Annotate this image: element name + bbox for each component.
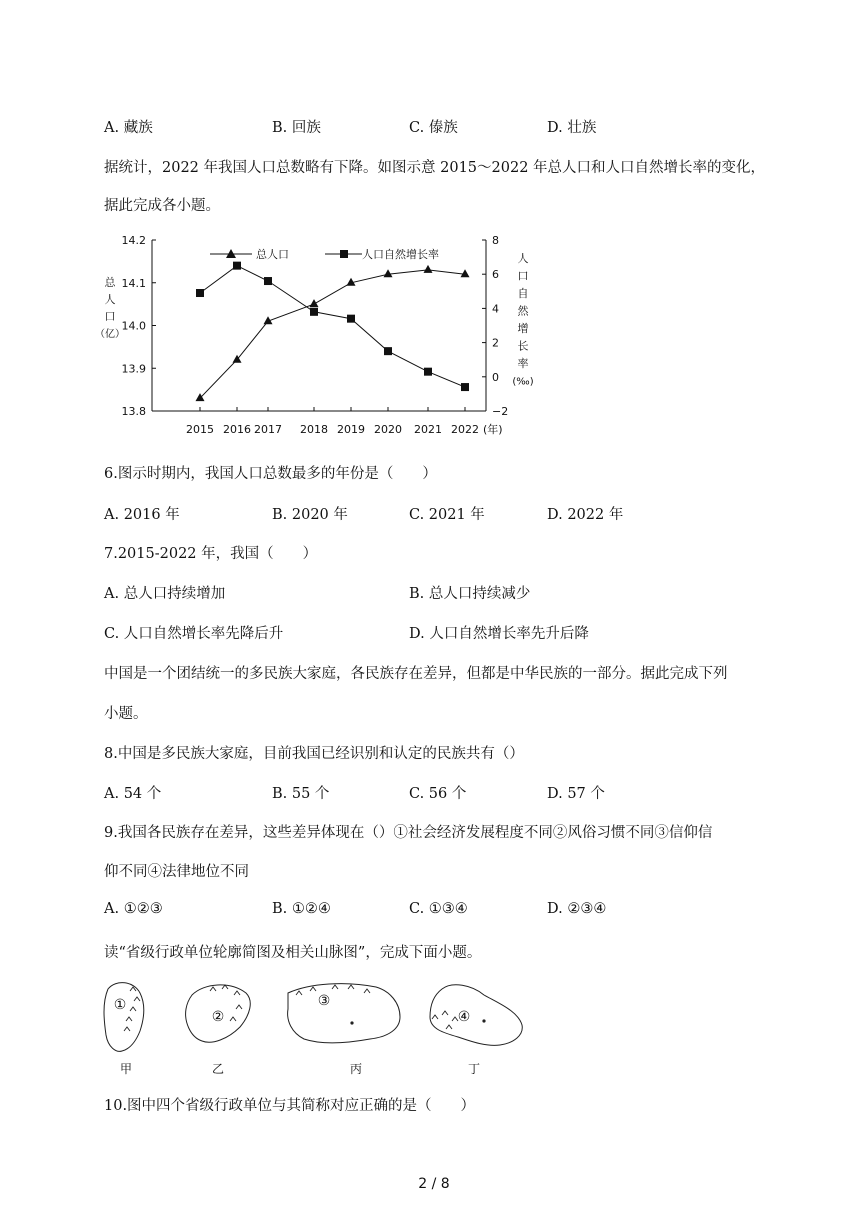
q9-option-b: B. ①②④	[272, 901, 331, 917]
population-point	[424, 265, 433, 273]
left-tick-label: 14.1	[121, 276, 146, 290]
map-label-yi: 乙	[211, 1062, 225, 1076]
q9-option-c: C. ①③④	[409, 901, 468, 917]
x-tick-label: 2019	[337, 423, 365, 436]
growth-rate-point	[424, 368, 432, 376]
right-tick-label: 2	[492, 336, 499, 350]
intro-population-line2: 据此完成各小题。	[104, 198, 220, 214]
right-tick-label: 6	[492, 268, 499, 282]
left-tick-label: 14.0	[121, 319, 146, 333]
right-tick-label: 0	[492, 370, 499, 384]
right-axis-title-char: 人	[517, 252, 529, 265]
right-tick-label: 8	[492, 234, 499, 247]
q9-option-d: D. ②③④	[547, 901, 607, 917]
q6-option-b: B. 2020 年	[272, 507, 348, 523]
q5-option-c: C. 傣族	[409, 120, 458, 136]
left-tick-label: 14.2	[121, 234, 146, 247]
left-axis-title-char: 总	[104, 276, 116, 289]
map-bing	[288, 984, 400, 1076]
q5-option-b: B. 回族	[272, 120, 321, 136]
q6-option-c: C. 2021 年	[409, 507, 485, 523]
q8-option-b: B. 55 个	[272, 786, 330, 802]
series-line-population	[200, 270, 465, 398]
map-jia	[104, 983, 144, 1076]
left-axis-title-char: 人	[104, 293, 116, 306]
intro-ethnic-line2: 小题。	[104, 706, 148, 722]
q7-option-c: C. 人口自然增长率先降后升	[104, 626, 284, 642]
map-ding	[430, 985, 522, 1076]
q6-stem: 6.图示时期内，我国人口总数最多的年份是（ ）	[104, 466, 437, 482]
right-tick-label: 4	[492, 302, 499, 316]
population-point	[461, 269, 470, 277]
x-tick-label: 2015	[186, 423, 214, 436]
chart-legend	[210, 247, 439, 261]
left-axis-title-char: 口	[104, 310, 116, 323]
q9-option-a: A. ①②③	[104, 901, 163, 917]
q8-option-c: C. 56 个	[409, 786, 467, 802]
right-tick-label: −2	[492, 405, 509, 418]
q7-stem: 7.2015-2022 年，我国（ ）	[104, 546, 318, 562]
growth-rate-point	[461, 383, 469, 391]
growth-rate-point	[384, 347, 392, 355]
q10-stem: 10.图中四个省级行政单位与其简称对应正确的是（ ）	[104, 1098, 476, 1114]
x-tick-label: 2017	[254, 423, 282, 436]
right-axis-title-char: 然	[517, 304, 529, 318]
growth-rate-point	[196, 289, 204, 297]
population-point	[384, 269, 393, 277]
right-axis-title-char: 长	[517, 339, 529, 353]
left-tick-label: 13.8	[121, 405, 146, 418]
intro-ethnic-line1: 中国是一个团结统一的多民族大家庭，各民族存在差异，但都是中华民族的一部分。据此完成下列	[104, 666, 728, 682]
q7-option-a: A. 总人口持续增加	[104, 586, 226, 602]
chart-series	[196, 262, 470, 402]
q8-stem: 8.中国是多民族大家庭，目前我国已经识别和认定的民族共有（）	[104, 746, 524, 762]
left-tick-label: 13.9	[121, 362, 146, 376]
chart-axes	[95, 234, 534, 436]
growth-rate-point	[264, 277, 272, 285]
map-label-ding: 丁	[467, 1062, 481, 1076]
right-axis-title-char: 口	[517, 269, 529, 283]
legend-label-population: 总人口	[256, 248, 289, 261]
q6-option-d: D. 2022 年	[547, 507, 624, 523]
x-tick-label: 2018	[300, 423, 328, 436]
right-axis-title-char: 率	[517, 357, 529, 370]
growth-rate-point	[233, 262, 241, 270]
right-axis-title-char: (‰)	[512, 376, 534, 388]
q8-option-a: A. 54 个	[104, 786, 162, 802]
map-marker-3: ③	[317, 993, 331, 1009]
map-marker-1: ①	[113, 997, 127, 1013]
growth-rate-point	[347, 315, 355, 323]
left-axis-title-char: （亿）	[95, 329, 125, 340]
x-tick-label: 2020	[374, 423, 402, 436]
q6-option-a: A. 2016 年	[104, 507, 180, 523]
legend-marker-growth	[340, 250, 348, 258]
population-chart	[95, 228, 534, 446]
page-number: 2 / 8	[418, 1176, 450, 1192]
x-tick-label: 2021	[414, 423, 442, 436]
map-marker-2: ②	[211, 1009, 225, 1025]
x-tick-label: 2016	[223, 423, 251, 436]
x-tick-label: 2022	[451, 423, 479, 436]
intro-maps: 读“省级行政单位轮廓简图及相关山脉图”，完成下面小题。	[104, 945, 482, 961]
q7-option-d: D. 人口自然增长率先升后降	[409, 626, 589, 642]
legend-label-growth: 人口自然增长率	[362, 248, 439, 261]
map-marker-4: ④	[457, 1009, 471, 1025]
map-label-jia: 甲	[119, 1062, 133, 1076]
q9-stem-line1: 9.我国各民族存在差异，这些差异体现在（）①社会经济发展程度不同②风俗习惯不同③信仰信	[104, 825, 713, 841]
growth-rate-point	[310, 308, 318, 316]
population-point	[310, 299, 319, 307]
right-axis-title-char: 增	[517, 322, 529, 335]
x-unit-label: (年)	[483, 423, 503, 436]
q7-option-b: B. 总人口持续减少	[409, 586, 531, 602]
map-yi	[186, 985, 251, 1076]
right-axis-title-char: 自	[517, 287, 529, 300]
q9-stem-line2: 仰不同④法律地位不同	[104, 864, 249, 880]
province-outline-maps	[100, 975, 540, 1075]
map-label-bing: 丙	[349, 1062, 363, 1076]
q5-option-a: A. 藏族	[104, 120, 153, 136]
q8-option-d: D. 57 个	[547, 786, 605, 802]
q5-option-d: D. 壮族	[547, 120, 597, 136]
intro-population-line1: 据统计，2022 年我国人口总数略有下降。如图示意 2015～2022 年总人口和人口自然增长率的变化，	[104, 160, 766, 176]
